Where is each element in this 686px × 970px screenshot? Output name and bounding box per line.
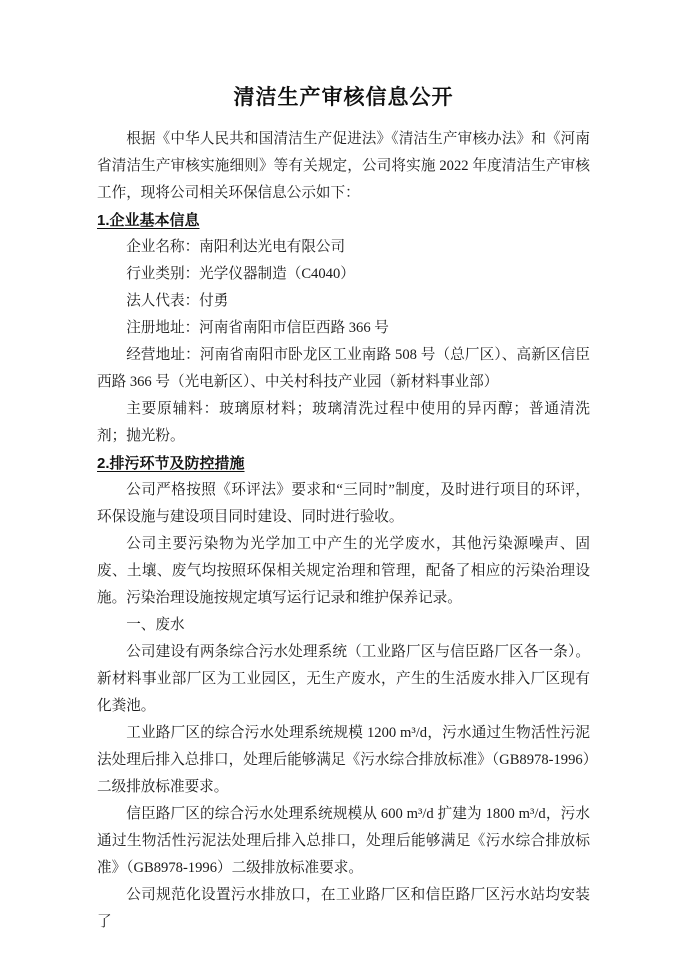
eia-compliance-paragraph: 公司严格按照《环评法》要求和“三同时”制度，及时进行项目的环评，环保设施与建设项目同时建设、同时进行验收。 — [97, 482, 590, 525]
business-address-line: 经营地址：河南省南阳市卧龙区工业南路 508 号（总厂区）、高新区信臣西路 366 号（光电新区）、中关村科技产业园（新材料事业部） — [97, 347, 590, 390]
raw-materials-line: 主要原辅料：玻璃原材料；玻璃清洗过程中使用的异丙醇；普通清洗剂；抛光粉。 — [97, 401, 590, 444]
intro-paragraph: 根据《中华人民共和国清洁生产促进法》《清洁生产审核办法》和《河南省清洁生产审核实施细则》等有关规定，公司将实施 2022 年度清洁生产审核工作，现将公司相关环保信息公示如下： — [97, 131, 590, 201]
industry-category-line: 行业类别：光学仪器制造（C4040） — [126, 266, 355, 282]
main-pollutants-paragraph: 公司主要污染物为光学加工中产生的光学废水，其他污染源噪声、固废、土壤、废气均按照环保相关规定治理和管理，配备了相应的污染治理设施。污染治理设施按规定填写运行记录和维护保养记录。 — [97, 536, 590, 606]
registered-address-line: 注册地址：河南省南阳市信臣西路 366 号 — [126, 320, 389, 336]
discharge-outlet-paragraph: 公司规范化设置污水排放口，在工业路厂区和信臣路厂区污水站均安装了 — [97, 887, 590, 930]
treatment-systems-paragraph: 公司建设有两条综合污水处理系统（工业路厂区与信臣路厂区各一条）。新材料事业部厂区为工业园区，无生产废水，产生的生活废水排入厂区现有化粪池。 — [97, 644, 590, 714]
wastewater-subheading: 一、废水 — [126, 617, 185, 633]
section2-heading: 2.排污环节及防控措施 — [97, 455, 245, 472]
company-name-line: 企业名称：南阳利达光电有限公司 — [126, 239, 346, 255]
document-title: 清洁生产审核信息公开 — [233, 85, 454, 109]
legal-representative-line: 法人代表：付勇 — [126, 293, 229, 309]
xinchenlu-plant-paragraph: 信臣路厂区的综合污水处理系统规模从 600 m³/d 扩建为 1800 m³/d，污水通过生物活性污泥法处理后排入总排口，处理后能够满足《污水综合排放标准》（GB8978-1996）二级排放标准要求。 — [97, 806, 590, 876]
section1-heading: 1.企业基本信息 — [97, 212, 200, 229]
gongyelu-plant-paragraph: 工业路厂区的综合污水处理系统规模 1200 m³/d，污水通过生物活性污泥法处理后排入总排口，处理后能够满足《污水综合排放标准》（GB8978-1996）二级排放标准要求。 — [97, 725, 590, 795]
